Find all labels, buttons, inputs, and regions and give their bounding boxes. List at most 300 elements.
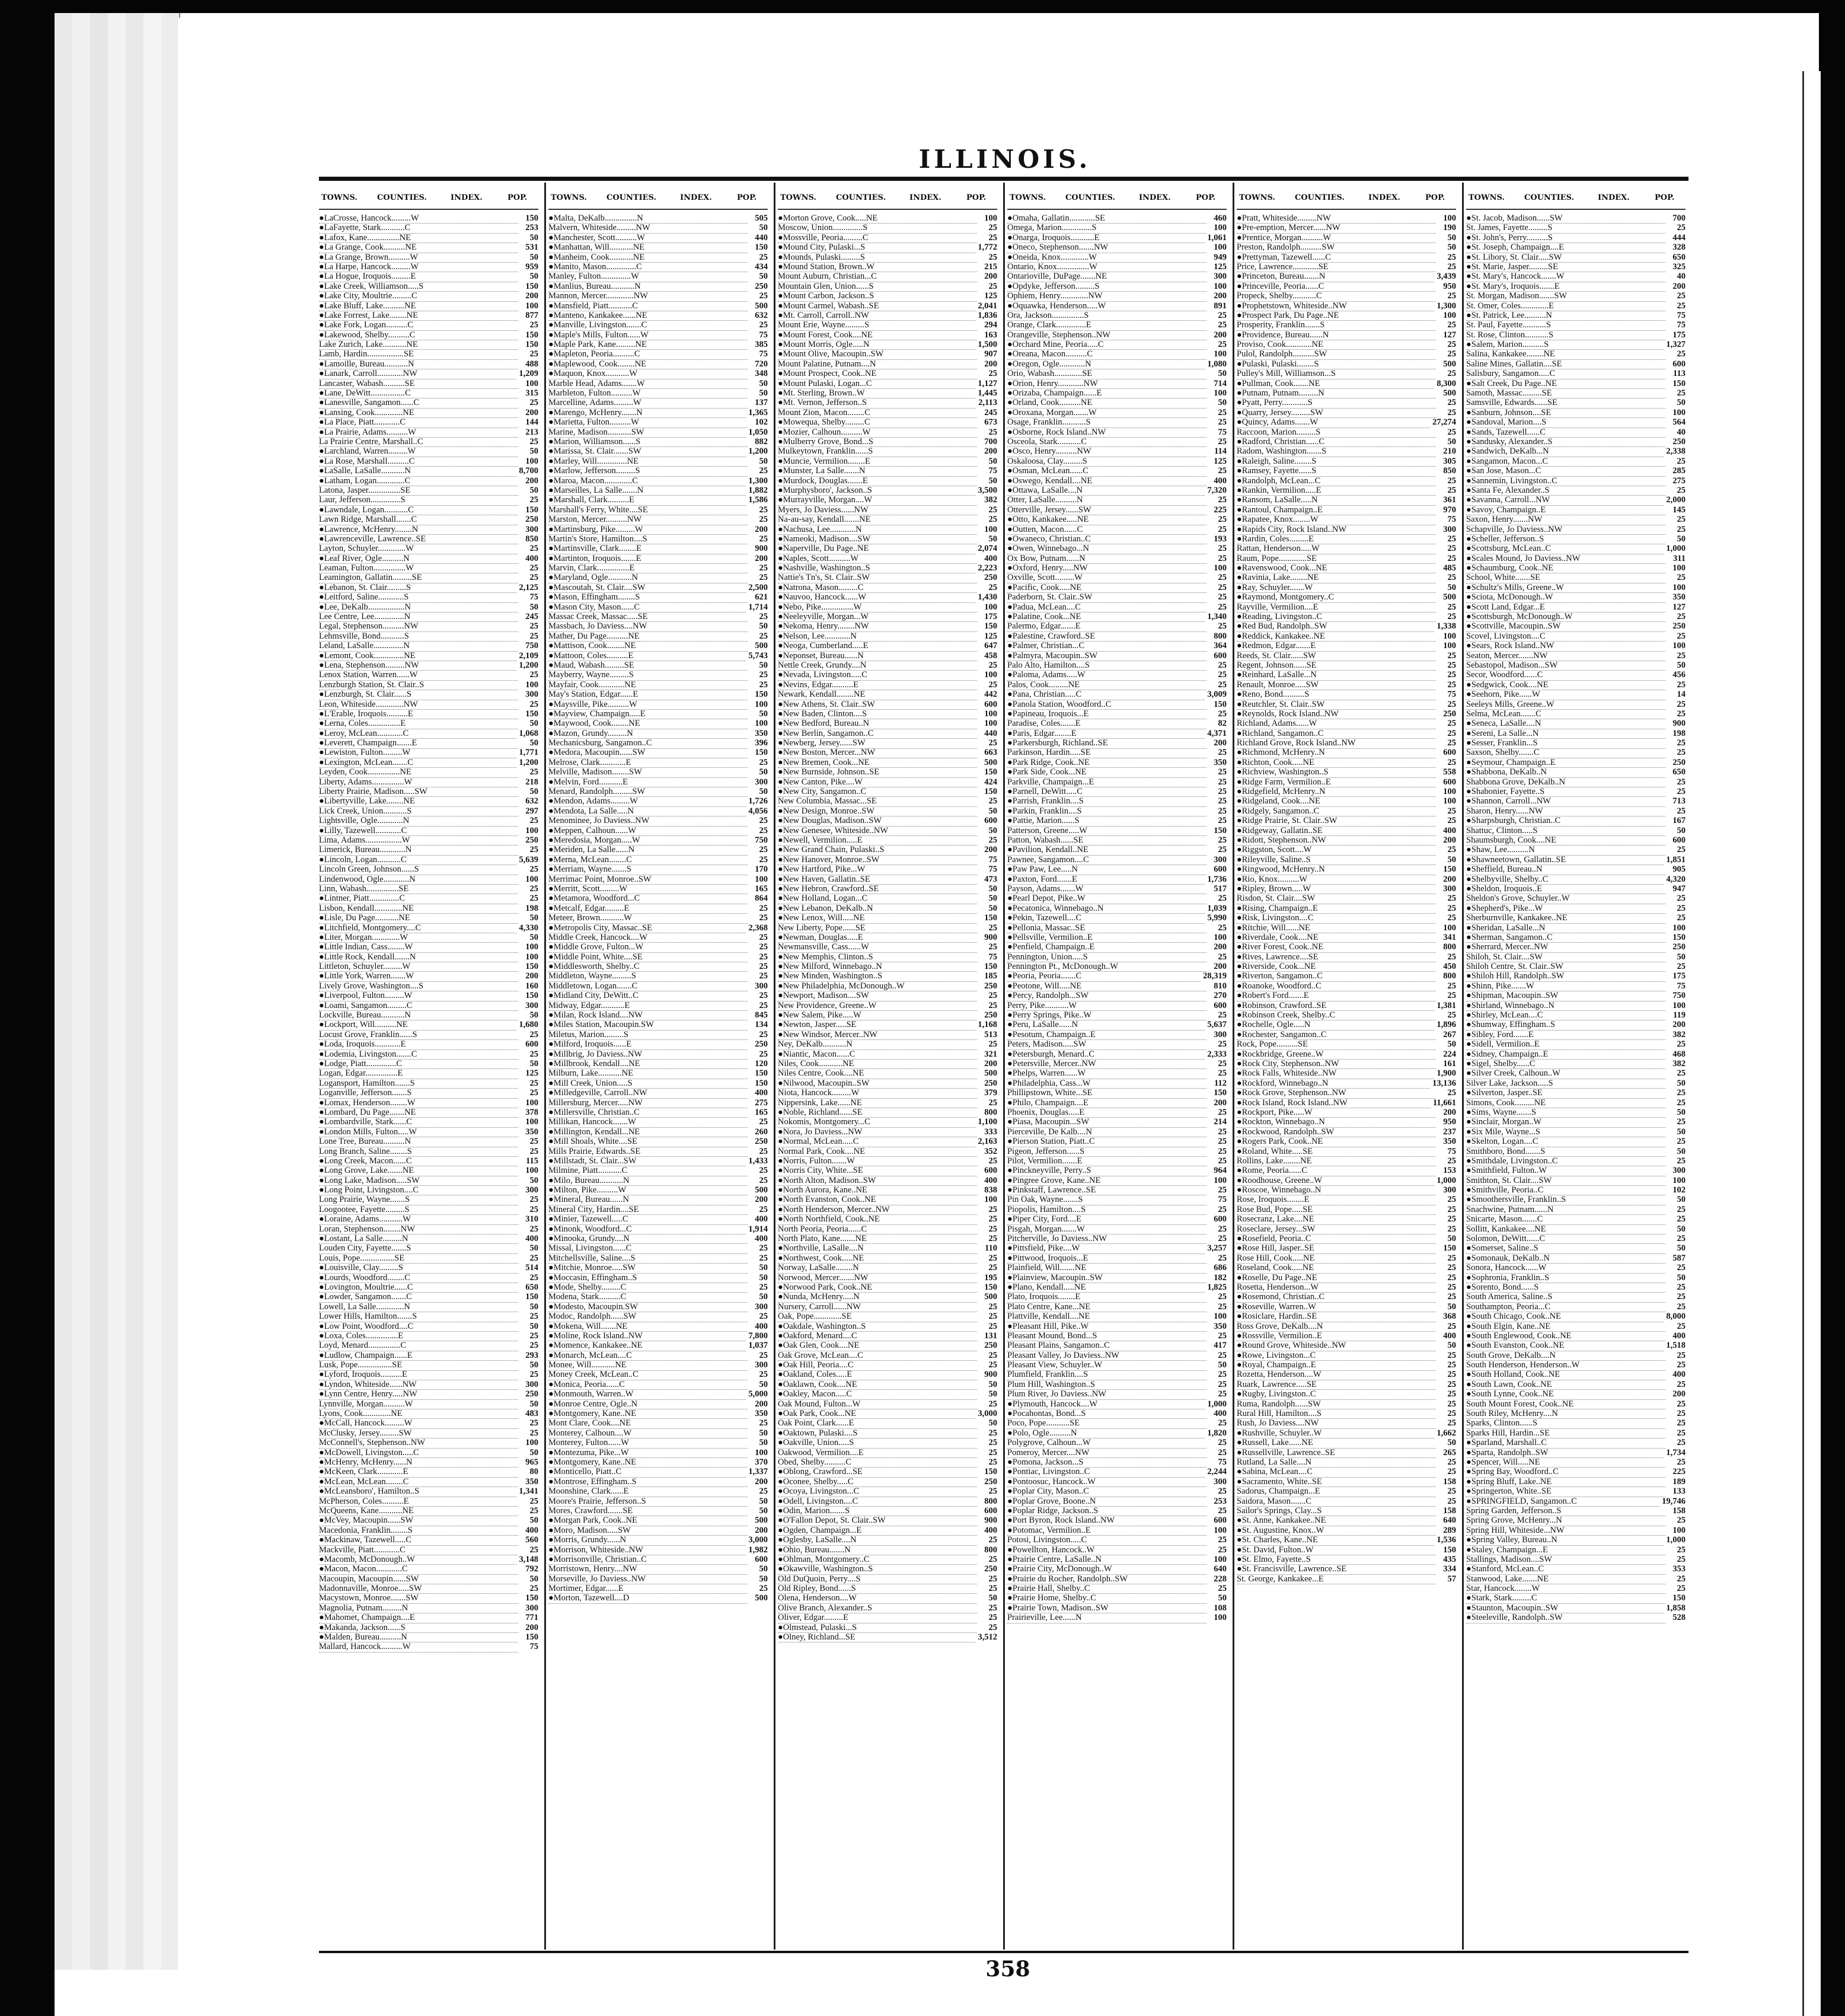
town-entry (319, 641, 538, 650)
population: 25 (1677, 913, 1686, 923)
town-name: ●Malden, Bureau..........N (319, 1632, 518, 1642)
town-entry (1466, 495, 1686, 505)
town-entry (548, 806, 768, 816)
population: 50 (1218, 1593, 1227, 1603)
town-name: St. Omer, Coles.............E (1466, 301, 1665, 311)
population: 1,772 (978, 243, 997, 253)
population: 50 (759, 1272, 768, 1283)
town-entry (1237, 1535, 1456, 1545)
town-entry (1007, 554, 1227, 563)
population: 3,000 (978, 1409, 997, 1419)
town-entry (1237, 253, 1456, 262)
town-entry (1007, 1059, 1227, 1068)
town-entry (1007, 1341, 1227, 1350)
population: 25 (1218, 407, 1227, 417)
town-entry (778, 875, 997, 884)
town-entry (778, 1389, 997, 1399)
population: 25 (1677, 845, 1686, 855)
town-name: ●Sheridan, LaSalle...N (1466, 923, 1665, 933)
population: 25 (529, 1312, 538, 1322)
town-entry (1007, 1457, 1227, 1467)
town-entry (1237, 1428, 1456, 1438)
town-entry (1007, 962, 1227, 971)
town-entry (1007, 1156, 1227, 1166)
population: 25 (1677, 1554, 1686, 1564)
town-entry (319, 408, 538, 417)
town-entry (548, 612, 768, 621)
population: 25 (529, 883, 538, 894)
town-entry (1466, 534, 1686, 544)
town-entry (1466, 301, 1686, 311)
population: 1,338 (1437, 621, 1456, 631)
town-entry (1007, 719, 1227, 728)
town-entry (319, 806, 538, 816)
town-entry (548, 1088, 768, 1098)
town-name: Rose Hill, Cook.....NE (1237, 1253, 1436, 1264)
population: 158 (1443, 1505, 1456, 1516)
town-name: ●Smithfield, Fulton..W (1466, 1166, 1665, 1176)
population: 75 (988, 865, 997, 875)
population: 300 (755, 777, 768, 787)
town-entry (1466, 865, 1686, 874)
town-entry (1237, 1137, 1456, 1146)
town-entry (319, 428, 538, 437)
town-name: ●Maywood, Cook........NE (548, 719, 748, 729)
population: 260 (755, 1127, 768, 1137)
population: 1,050 (748, 427, 768, 437)
town-name: Potosi, Livingston.....C (1007, 1535, 1206, 1545)
town-name: May's Station, Edgar......E (548, 690, 748, 700)
town-entry (1466, 1059, 1686, 1068)
population: 25 (1447, 1496, 1456, 1506)
town-entry (548, 1312, 768, 1321)
town-entry (1237, 933, 1456, 942)
town-name: Na-au-say, Kendall.......NE (778, 515, 977, 525)
town-name: ●Long Creek, Macon......C (319, 1156, 518, 1166)
population: 125 (984, 291, 997, 301)
population: 1,365 (748, 407, 768, 417)
town-entry (778, 690, 997, 699)
town-name: Samsville, Edwards......SE (1466, 398, 1665, 408)
town-entry (1237, 661, 1456, 670)
population: 50 (988, 825, 997, 835)
population: 25 (1218, 1010, 1227, 1020)
population: 113 (1673, 369, 1686, 379)
town-entry (1466, 1457, 1686, 1467)
town-entry (1466, 1584, 1686, 1593)
population: 50 (529, 738, 538, 748)
population: 25 (529, 1584, 538, 1594)
town-name: Menominee, Jo Daviess..NW (548, 816, 748, 826)
town-entry (1466, 1283, 1686, 1292)
town-name: ●Sparta, Randolph..SW (1466, 1448, 1664, 1458)
town-name: ●Paris, Edgar........E (1007, 729, 1205, 739)
town-entry (548, 398, 768, 407)
town-name: ●Middlesworth, Shelby..C (548, 962, 748, 972)
town-name: Logan, Edgar...............E (319, 1068, 518, 1079)
town-entry (1007, 213, 1227, 223)
population: 300 (525, 524, 538, 534)
town-entry (548, 729, 768, 738)
town-entry (548, 1050, 768, 1059)
population: 200 (525, 407, 538, 417)
population: 100 (1443, 310, 1456, 320)
town-entry (1466, 223, 1686, 232)
population: 810 (1214, 981, 1227, 991)
town-entry (1466, 748, 1686, 757)
town-entry (548, 262, 768, 272)
town-name: ●Merriam, Wayne.......S (548, 865, 748, 875)
town-entry (1237, 1243, 1456, 1253)
town-name: Sadorus, Champaign...E (1237, 1487, 1436, 1497)
town-name: ●Plainview, Macoupin..SW (1007, 1273, 1206, 1283)
population: 100 (1672, 641, 1686, 651)
town-name: ●Springerton, White..SE (1466, 1487, 1665, 1497)
population: 900 (755, 544, 768, 554)
town-name: ●Nevins, Edgar..........E (778, 680, 977, 690)
town-entry (319, 826, 538, 835)
town-name: Oakwood, Vermilion....E (778, 1448, 977, 1458)
town-name: Roseland, Cook.....NE (1237, 1263, 1436, 1273)
town-entry (1007, 923, 1227, 933)
town-name: Secor, Woodford......C (1466, 670, 1665, 680)
population: 150 (755, 748, 768, 758)
town-name: Ox Bow, Putnam......N (1007, 554, 1206, 564)
town-name: ●Oswego, Kendall....NE (1007, 476, 1206, 486)
population: 25 (1447, 369, 1456, 379)
town-entry (1237, 942, 1456, 952)
population: 450 (1443, 962, 1456, 972)
town-name: ●Rapids City, Rock Island..NW (1237, 525, 1436, 535)
population: 75 (1218, 1457, 1227, 1467)
population: 25 (759, 1584, 768, 1594)
town-name: ●Montgomery, Kane..NE (548, 1457, 748, 1468)
population: 50 (759, 1263, 768, 1273)
population: 25 (1447, 534, 1456, 544)
population: 25 (1677, 524, 1686, 534)
town-name: ●Reutchler, St. Clair..SW (1237, 700, 1436, 710)
town-name: Norway, LaSalle........N (778, 1263, 977, 1273)
town-name: Silver Lake, Jackson.....S (1466, 1079, 1665, 1089)
town-entry (1007, 223, 1227, 232)
town-entry (1007, 709, 1227, 719)
town-name: ●Petersburgh, Menard..C (1007, 1050, 1205, 1060)
population: 25 (1447, 1409, 1456, 1419)
town-entry (778, 1545, 997, 1555)
page-stack-edge (126, 13, 145, 1970)
town-entry (1237, 1409, 1456, 1418)
population: 500 (755, 1185, 768, 1195)
population: 40 (1677, 427, 1686, 437)
town-entry (1007, 1039, 1227, 1049)
town-entry (1237, 981, 1456, 991)
town-entry (548, 1535, 768, 1545)
town-name: ●Lakewood, Shelby..........C (319, 330, 518, 340)
town-entry (319, 661, 538, 670)
population: 25 (1447, 1360, 1456, 1370)
town-entry (1466, 777, 1686, 787)
population: 2,125 (519, 582, 538, 592)
town-name: ●Reddick, Kankakee..NE (1237, 631, 1436, 642)
population: 368 (1443, 1312, 1456, 1322)
town-entry (1237, 875, 1456, 884)
population: 350 (525, 1127, 538, 1137)
town-name: ●Piper City, Ford....E (1007, 1214, 1206, 1224)
population: 25 (988, 1535, 997, 1545)
population: 382 (1672, 1058, 1686, 1068)
town-entry (319, 291, 538, 301)
town-entry (1007, 320, 1227, 330)
town-entry (778, 515, 997, 524)
town-name: ●Rochester, Sangamon..C (1237, 1030, 1436, 1040)
town-entry (1007, 1214, 1227, 1224)
directory-column (1466, 183, 1686, 1950)
town-name: ●Rising, Champaign..E (1237, 904, 1436, 914)
population: 600 (525, 1039, 538, 1050)
town-name: Marble Head, Adams.......W (548, 379, 748, 389)
town-entry (319, 1108, 538, 1117)
town-name: Saidora, Mason.......C (1237, 1497, 1436, 1507)
town-entry (1466, 1370, 1686, 1379)
town-name: ●Smithdale, Livingston..C (1466, 1156, 1665, 1166)
town-entry (1466, 1253, 1686, 1263)
population: 25 (988, 1321, 997, 1331)
town-entry (319, 282, 538, 291)
town-entry (778, 1428, 997, 1438)
town-entry (1007, 1535, 1227, 1545)
town-entry (778, 311, 997, 320)
town-name: Ora, Jackson...............S (1007, 311, 1206, 321)
page-stack-edge (108, 13, 127, 1970)
town-entry (778, 573, 997, 582)
town-entry (778, 1487, 997, 1496)
population: 25 (988, 281, 997, 291)
population: 82 (1218, 719, 1227, 729)
population: 25 (1218, 835, 1227, 845)
town-name: ●Scheller, Jefferson..S (1466, 534, 1665, 544)
population: 25 (1447, 728, 1456, 738)
town-entry (1466, 1292, 1686, 1302)
town-entry (1466, 1068, 1686, 1078)
town-name: ●Scott Land, Edgar...E (1466, 602, 1665, 613)
town-name: ●Manlius, Bureau...........N (548, 282, 748, 292)
town-name: ●Sandusky, Alexander..S (1466, 437, 1665, 447)
population: 2,244 (1207, 1467, 1227, 1477)
town-entry (1237, 1331, 1456, 1341)
town-name: Pin Oak, Wayne.......S (1007, 1195, 1206, 1205)
town-name: ●Oaktown, Pulaski....S (778, 1428, 977, 1438)
page-stack-edge (72, 13, 91, 1970)
town-entry (778, 981, 997, 991)
town-entry (778, 738, 997, 748)
town-entry (319, 243, 538, 252)
town-name: ●New Berlin, Sangamon..C (778, 729, 977, 739)
town-name: ●New Holland, Logan...C (778, 894, 977, 904)
population: 133 (1672, 1487, 1686, 1497)
town-entry (548, 1545, 768, 1555)
population: 1,080 (1207, 359, 1227, 369)
town-entry (319, 933, 538, 942)
population: 514 (525, 1263, 538, 1273)
town-name: ●Prettyman, Tazewell......C (1237, 253, 1436, 263)
population: 1,680 (519, 1020, 538, 1030)
town-entry (1007, 981, 1227, 991)
population: 102 (755, 417, 768, 428)
town-entry (548, 700, 768, 709)
population: 175 (984, 612, 997, 622)
town-entry (778, 680, 997, 690)
population: 2,333 (1207, 1049, 1227, 1059)
town-entry (778, 534, 997, 544)
population: 50 (988, 456, 997, 466)
population: 440 (755, 232, 768, 243)
town-entry (778, 446, 997, 456)
town-entry (548, 320, 768, 330)
town-name: ●Rushville, Schuyler..W (1237, 1428, 1434, 1438)
population: 25 (759, 291, 768, 301)
population: 25 (1677, 894, 1686, 904)
population: 100 (525, 1117, 538, 1127)
population: 25 (1447, 699, 1456, 709)
town-name: ●Shelbyville, Shelby..C (1466, 875, 1664, 885)
town-entry (319, 1088, 538, 1098)
town-name: Seeleys Mills, Greene..W (1466, 700, 1665, 710)
population: 25 (529, 1253, 538, 1263)
town-name: ●Rockford, Winnebago..N (1237, 1079, 1430, 1089)
town-name: ●North Henderson, Mercer..NW (778, 1205, 977, 1215)
town-entry (1237, 729, 1456, 738)
town-entry (319, 1214, 538, 1224)
town-entry (1466, 719, 1686, 728)
town-name: Mount Auburn, Christian...C (778, 272, 977, 282)
population: 50 (529, 1058, 538, 1068)
town-name: ●Phelps, Warren......W (1007, 1068, 1206, 1079)
town-name: Paderborn, St. Clair..SW (1007, 592, 1206, 602)
population: 50 (529, 272, 538, 282)
town-name: ●Mound Station, Brown..W (778, 262, 977, 272)
population: 500 (1443, 359, 1456, 369)
town-entry (548, 670, 768, 680)
town-entry (1007, 1050, 1227, 1059)
population: 25 (529, 1341, 538, 1351)
town-entry (548, 1360, 768, 1370)
town-entry (1466, 262, 1686, 272)
town-name: Sherburnville, Kankakee..NE (1466, 913, 1665, 923)
town-name: ●Onarga, Iroquois...........E (1007, 233, 1205, 243)
town-name: ●Oconee, Shelby.....C (778, 1477, 977, 1487)
population: 150 (525, 1593, 538, 1603)
town-entry (319, 1079, 538, 1088)
town-entry (778, 777, 997, 787)
population: 200 (755, 1195, 768, 1205)
town-name: Ontario, Knox...............W (1007, 262, 1206, 272)
town-name: ●Oroxana, Morgan.......W (1007, 408, 1206, 418)
town-name: Meteer, Brown...........W (548, 913, 748, 923)
town-entry (1007, 311, 1227, 320)
town-name: Smithton, St. Clair....SW (1466, 1176, 1665, 1186)
town-name: ●Sandoval, Marion....S (1466, 417, 1665, 428)
town-entry (778, 1224, 997, 1234)
town-entry (1466, 388, 1686, 398)
town-entry (778, 700, 997, 709)
town-entry (778, 457, 997, 466)
population: 305 (1443, 456, 1456, 466)
population: 25 (988, 505, 997, 515)
town-entry (1007, 1351, 1227, 1360)
town-name: ●Martinton, Iroquois.......E (548, 554, 748, 564)
town-entry (778, 379, 997, 388)
town-name: ●Shirland, Winnebago..N (1466, 1001, 1665, 1011)
town-name: ●Paw Paw, Lee.....N (1007, 865, 1206, 875)
population: 114 (1214, 446, 1227, 457)
town-entry (1007, 855, 1227, 865)
population: 424 (984, 777, 997, 787)
population: 50 (988, 894, 997, 904)
town-entry (1007, 1283, 1227, 1292)
town-name: ●Oaklawn, Cook....NE (778, 1380, 977, 1390)
town-entry (319, 253, 538, 262)
town-name: ●New Hebron, Crawford..SE (778, 884, 977, 894)
population: 50 (529, 1321, 538, 1331)
town-name: ●Newell, Vermilion.....E (778, 835, 977, 846)
population: 200 (1214, 942, 1227, 952)
town-name: Stallings, Madison....SW (1466, 1555, 1665, 1565)
town-name: ●St. Charles, Kane..NE (1237, 1535, 1434, 1545)
town-entry (778, 933, 997, 942)
town-entry (548, 1564, 768, 1574)
town-name: ●Osborne, Rock Island..NW (1007, 428, 1206, 438)
population: 845 (755, 1010, 768, 1020)
town-entry (778, 505, 997, 515)
town-entry (319, 845, 538, 854)
town-entry (1237, 923, 1456, 933)
town-name: Pulley's Mill, Williamson...S (1237, 369, 1436, 379)
town-name: ●Martinsburg, Pike.........W (548, 525, 748, 535)
town-name: ●Marion, Williamson......S (548, 437, 748, 447)
town-entry (548, 748, 768, 757)
town-entry (548, 573, 768, 582)
town-entry (1237, 1068, 1456, 1078)
town-name: Leon, Whiteside.............NW (319, 700, 518, 710)
town-name: ●Naperville, Du Page..NE (778, 544, 975, 554)
town-name: ●Niantic, Macon......C (778, 1050, 977, 1060)
column-header (548, 193, 768, 208)
town-entry (319, 700, 538, 709)
town-name: ●New Hanover, Monroe..SW (778, 855, 977, 865)
town-entry (778, 904, 997, 913)
population: 750 (525, 641, 538, 651)
town-name: ●St. Libory, St. Clair.....SW (1466, 253, 1665, 263)
town-entry (1007, 1010, 1227, 1020)
population: 250 (984, 1564, 997, 1574)
town-name: ●South Lawn, Cook..NE (1466, 1380, 1665, 1390)
town-name: ●Oakville, Union.....S (778, 1438, 977, 1448)
town-name: Ruma, Randolph......SW (1237, 1399, 1436, 1409)
population: 115 (526, 1156, 538, 1166)
town-name: ●Meppen, Calhoun......W (548, 826, 748, 836)
population: 1,914 (748, 1224, 768, 1234)
town-entry (1466, 1467, 1686, 1476)
town-entry (319, 495, 538, 505)
population: 771 (525, 1613, 538, 1623)
town-name: Niota, Hancock.........W (778, 1088, 977, 1098)
town-entry (319, 1224, 538, 1234)
town-name: ●Padua, McLean....C (1007, 602, 1206, 613)
town-entry (1466, 913, 1686, 923)
town-name: ●Manville, Livingston.......C (548, 320, 748, 330)
town-entry (548, 680, 768, 690)
population: 1,734 (1666, 1447, 1686, 1457)
